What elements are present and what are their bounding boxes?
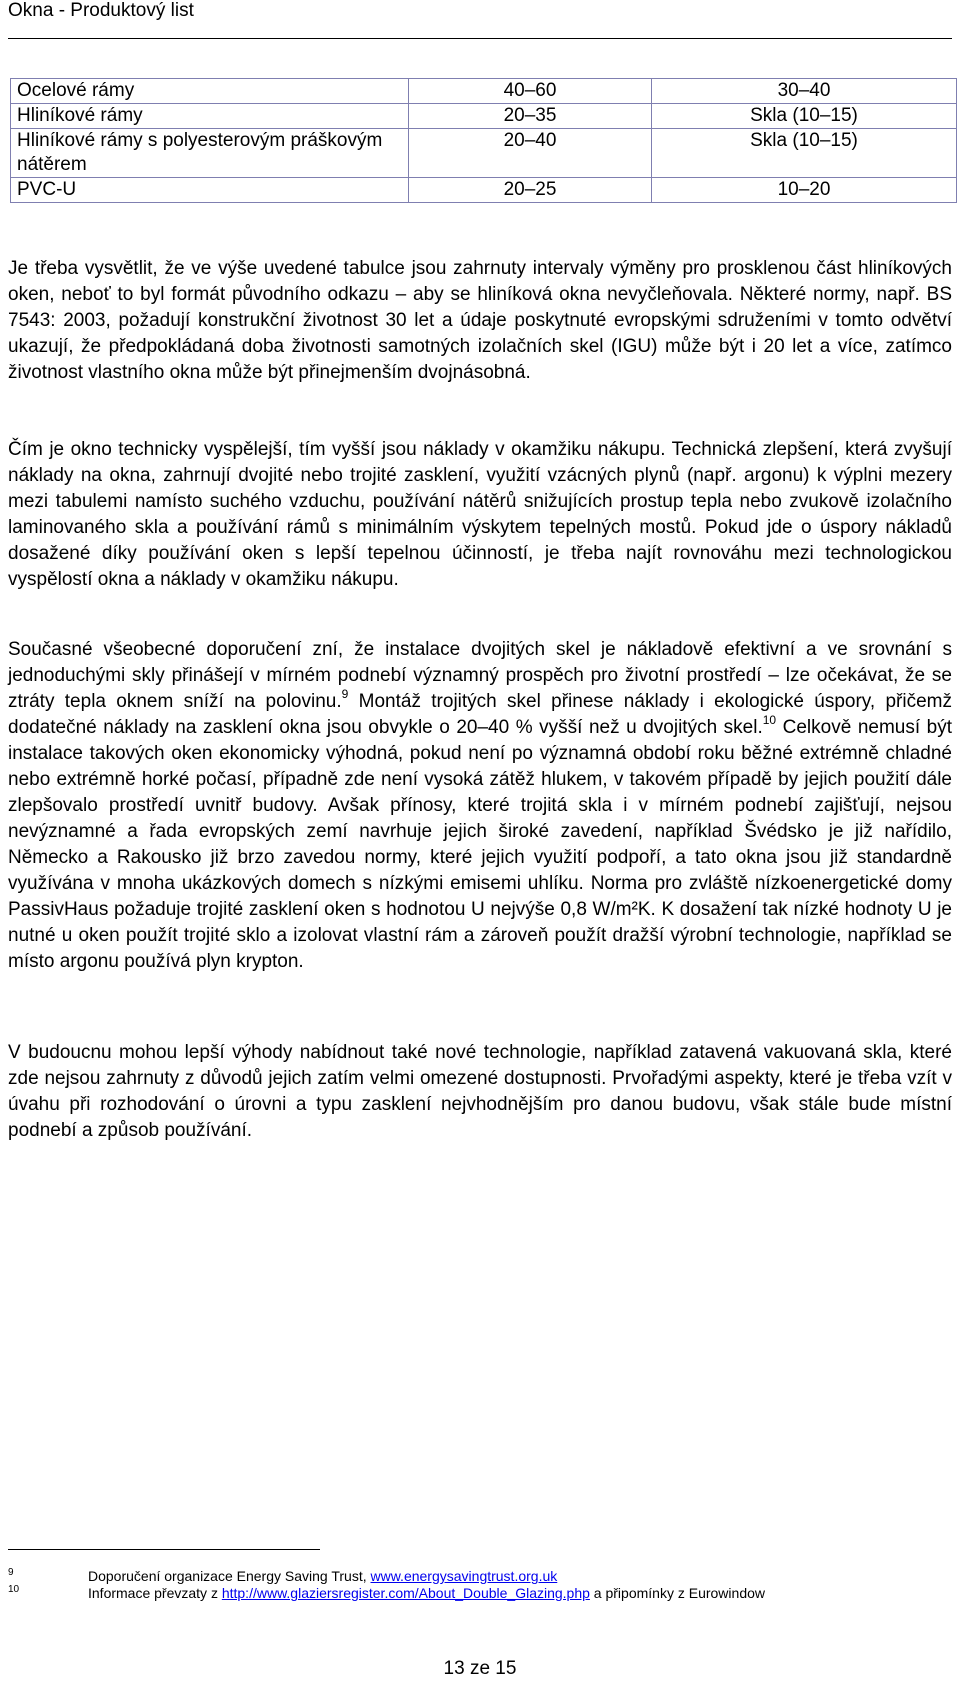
- paragraph-future-technologies: V budoucnu mohou lepší výhody nabídnout také nové technologie, například zatavená vakuovaná skla, které zde nejsou zahrnuty z důvodů jejich zatím velmi omezené dostupnosti. Prvořadými aspekty, které je třeba vzít v úvahu při rozhodování o úrovni a typu zasklení nejvhodnějším pro danou budovu, však stále bude místní podnebí a způsob používání.: [8, 1042, 952, 1141]
- header-divider: [8, 38, 952, 39]
- footnote-text: Doporučení organizace Energy Saving Trust,: [88, 1568, 371, 1584]
- paragraph-text: Celkově nemusí být instalace takových oken ekonomicky výhodná, pokud není po významná období roku běžné extrémně chladné nebo extrémně horké počasí, případně zde není vysoká zátěž hlukem, v takovém případě by jejich použití dále zlepšovalo prostředí uvnitř budovy. Avšak přínosy, které trojitá skla i v mírném podnebí zajišťují, nejsou nevýznamné a řada evropských zemí navrhuje jejich široké zavedení, například Švédsko je již nařídilo, Německo a Rakousko již brzo zavedou normy, které jejich využití podpoří, a tato okna jsou již standardně využívána v mnoha ukázkových domech s nízkými emisemi uhlíku. Norma pro zvláště nízkoenergetické domy PassivHaus požaduje trojité zasklení oken s hodnotou U nejvýše 0,8 W/m²K. K dosažení tak nízké hodnoty U je nutné u oken použít trojité sklo a izolovat vlastní rám a zároveň použít dražší výrobní technologie, například se místo argonu používá plyn krypton.: [8, 717, 952, 972]
- table-cell: Hliníkové rámy s polyesterovým práškovým nátěrem: [11, 129, 409, 178]
- footnote-number: 10: [8, 1584, 20, 1595]
- paragraph-text: Montáž trojitých skel přinese náklady i ekologické úspory, přičemž dodatečné náklady na zasklení okna jsou obvykle o 20–40 % vyšší než u dvojitých skel.: [8, 691, 952, 738]
- table-cell: 20–25: [409, 178, 652, 203]
- table-cell: Skla (10–15): [652, 129, 957, 178]
- footnote-link[interactable]: http://www.glaziersregister.com/About_Double_Glazing.php: [221, 1585, 590, 1601]
- table-cell: Hliníkové rámy: [11, 104, 409, 129]
- table-row: [11, 104, 957, 129]
- table-cell: 40–60: [409, 79, 652, 104]
- table-row: [11, 129, 957, 178]
- footnote-text: a připomínky z Eurowindow: [589, 1585, 765, 1601]
- table-cell: 30–40: [652, 79, 957, 104]
- table-cell: PVC-U: [11, 178, 409, 203]
- footnote-ref[interactable]: 10: [762, 712, 777, 727]
- lifetime-table: [10, 78, 957, 203]
- table-cell: Ocelové rámy: [11, 79, 409, 104]
- table-cell: 10–20: [652, 178, 957, 203]
- footnote-divider: [8, 1549, 320, 1550]
- footnote-link[interactable]: www.energysavingtrust.org.uk: [370, 1568, 558, 1584]
- paragraph-interval-explanation: Je třeba vysvětlit, že ve výše uvedené tabulce jsou zahrnuty intervaly výměny pro prosklenou část hliníkových oken, neboť to byl formát původního odkazu – aby se hliníková okna nevyčleňovala. Některé normy, např. BS 7543: 2003, požadují konstrukční životnost 30 let a údaje poskytnuté evropskými sdruženími v tomto odvětví ukazují, že předpokládaná doba životnosti samotných izolačních skel (IGU) může být i 20 let a více, zatímco životnost vlastního okna může být přinejmenším dvojnásobná.: [8, 258, 952, 383]
- footnote-text: Informace převzaty z: [88, 1585, 222, 1601]
- footnote-number: 9: [8, 1567, 14, 1578]
- page-number: 13 ze 15: [443, 1658, 517, 1679]
- page-header-title: Okna - Produktový list: [8, 0, 194, 21]
- table-row: [11, 79, 957, 104]
- paragraph-glazing-recommendation: [8, 637, 952, 975]
- paragraph-text: Současné všeobecné doporučení zní, že instalace dvojitých skel je nákladově efektivní a ve srovnání s jednoduchými skly přinášejí v mírném podnebí významný prospěch pro životní prostředí – lze očekávat, že se ztráty tepla oknem sníží na polovinu.: [8, 639, 952, 712]
- table-cell: 20–35: [409, 104, 652, 129]
- footnote-ref[interactable]: 9: [341, 686, 349, 701]
- table-cell: Skla (10–15): [652, 104, 957, 129]
- table-cell: 20–40: [409, 129, 652, 178]
- table-row: [11, 178, 957, 203]
- paragraph-technical-costs: Čím je okno technicky vyspělejší, tím vyšší jsou náklady v okamžiku nákupu. Technická zlepšení, která zvyšují náklady na okna, zahrnují dvojité nebo trojité zasklení, využití vzácných plynů (např. argonu) k výplni mezery mezi tabulemi namísto suchého vzduchu, používání nátěrů snižujících prostup tepla nebo zvukově izolačního laminovaného skla a používání rámů s minimálním výskytem tepelných mostů. Pokud jde o úspory nákladů dosažené díky používání oken s lepší tepelnou účinností, je třeba najít rovnováhu mezi technologickou vyspělostí okna a náklady v okamžiku nákupu.: [8, 439, 952, 590]
